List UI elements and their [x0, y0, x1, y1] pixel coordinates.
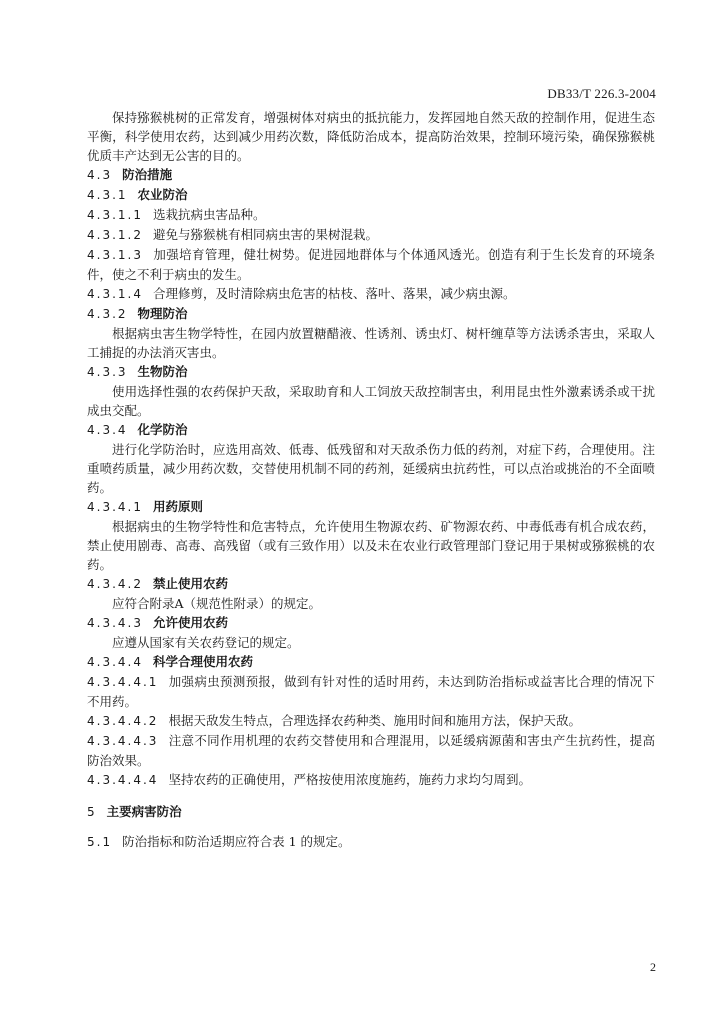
clause-number: 4.3.1.1: [87, 208, 143, 222]
clause-number: 4.3.1.2: [87, 228, 143, 242]
section-number: 4.3.4: [87, 423, 128, 437]
section-number: 4.3.4.1: [87, 500, 143, 514]
section-4-3-4-3-heading: [87, 613, 655, 633]
section-title: 主要病害防治: [106, 804, 182, 819]
section-number: 4.3.4.3: [87, 616, 143, 630]
clause-4-3-1-4: [87, 284, 655, 304]
section-title: 化学防治: [137, 422, 188, 437]
section-4-3-heading: [87, 165, 655, 185]
clause-4-3-4-4-1: [87, 672, 655, 711]
section-4-3-4-2-heading: [87, 574, 655, 594]
clause-text: 坚持农药的正确使用，严格按使用浓度施药，施药力求均匀周到。: [168, 772, 531, 787]
clause-number: 4.3.1.4: [87, 287, 143, 301]
clause-text: 加强病虫预测预报，做到有针对性的适时用药，未达到防治指标或益害比合理的情况下不用药。: [87, 674, 655, 709]
section-number: 4.3: [87, 168, 113, 182]
clause-number: 4.3.4.4.2: [87, 714, 159, 728]
section-5-heading: [87, 802, 655, 822]
section-title: 农业防治: [137, 187, 188, 202]
section-4-3-4-1-heading: [87, 497, 655, 517]
section-title: 用药原则: [152, 499, 203, 514]
clause-text: 防治指标和防治适期应符合表 1 的规定。: [122, 834, 351, 849]
page-number: 2: [650, 960, 656, 974]
clause-4-3-4-4-4: [87, 770, 655, 790]
section-4-3-4-4-heading: [87, 652, 655, 672]
clause-text: 根据天敌发生特点，合理选择农药种类、施用时间和施用方法，保护天敌。: [168, 713, 581, 728]
section-number: 4.3.4.2: [87, 577, 143, 591]
clause-number: 5.1: [87, 835, 113, 849]
section-title: 生物防治: [137, 364, 188, 379]
section-4-3-1-heading: [87, 185, 655, 205]
section-4-3-4-1-body: 根据病虫的生物学特性和危害特点，允许使用生物源农药、矿物源农药、中毒低毒有机合成农药，禁止使用剧毒、高毒、高残留（或有三致作用）以及未在农业行政管理部门登记用于果树或猕猴桃的农药。: [87, 519, 655, 572]
clause-4-3-4-4-2: [87, 711, 655, 731]
clause-5-1: [87, 832, 655, 852]
section-4-3-2-body: 根据病虫害生物学特性，在园内放置糖醋液、性诱剂、诱虫灯、树杆缠草等方法诱杀害虫，采取人工捕捉的办法消灭害虫。: [87, 326, 655, 360]
section-title: 科学合理使用农药: [152, 654, 253, 669]
clause-number: 4.3.4.4.1: [87, 675, 159, 689]
section-number: 4.3.2: [87, 307, 128, 321]
clause-4-3-1-1: [87, 205, 655, 225]
clause-4-3-4-4-3: [87, 731, 655, 770]
section-title: 允许使用农药: [152, 615, 228, 630]
section-4-3-4-3-body: 应遵从国家有关农药登记的规定。: [112, 635, 300, 650]
clause-text: 注意不同作用机理的农药交替使用和合理混用，以延缓病源菌和害虫产生抗药性，提高防治效果。: [87, 733, 655, 768]
section-number: 4.3.3: [87, 365, 128, 379]
section-title: 禁止使用农药: [152, 576, 228, 591]
clause-number: 4.3.1.3: [87, 248, 143, 262]
clause-number: 4.3.4.4.4: [87, 773, 159, 787]
clause-text: 选栽抗病虫害品种。: [152, 207, 266, 222]
clause-text: 避免与猕猴桃有相同病虫害的果树混栽。: [152, 227, 378, 242]
standard-code: DB33/T 226.3-2004: [547, 86, 656, 101]
section-4-3-3-heading: [87, 362, 655, 382]
section-title: 物理防治: [137, 306, 188, 321]
intro-paragraph: 保持猕猴桃树的正常发育，增强树体对病虫的抵抗能力，发挥园地自然天敌的控制作用，促进生态平衡，科学使用农药，达到减少用药次数，降低防治成本，提高防治效果，控制环境污染，确保猕猴桃优质丰产达到无公害的目的。: [87, 110, 655, 163]
section-number: 4.3.1: [87, 188, 128, 202]
section-4-3-4-body: 进行化学防治时，应选用高效、低毒、低残留和对天敌杀伤力低的药剂，对症下药，合理使用。注重喷药质量，减少用药次数，交替使用机制不同的药剂，延缓病虫抗药性，可以点治或挑治的不全面喷药。: [87, 442, 655, 495]
section-title: 防治措施: [122, 167, 173, 182]
section-number: 4.3.4.4: [87, 655, 143, 669]
section-4-3-4-heading: [87, 420, 655, 440]
clause-text: 加强培育管理，健壮树势。促进园地群体与个体通风透光。创造有利于生长发育的环境条件，使之不利于病虫的发生。: [87, 247, 655, 282]
clause-4-3-1-3: [87, 245, 655, 284]
clause-number: 4.3.4.4.3: [87, 734, 159, 748]
document-body: [87, 108, 655, 852]
clause-4-3-1-2: [87, 225, 655, 245]
section-4-3-2-heading: [87, 304, 655, 324]
section-4-3-4-2-body: 应符合附录A（规范性附录）的规定。: [112, 596, 322, 611]
section-4-3-3-body: 使用选择性强的农药保护天敌，采取助育和人工饲放天敌控制害虫，利用昆虫性外激素诱杀或干扰成虫交配。: [87, 384, 655, 418]
clause-text: 合理修剪，及时清除病虫危害的枯枝、落叶、落果，减少病虫源。: [152, 286, 516, 301]
section-number: 5: [87, 805, 97, 819]
